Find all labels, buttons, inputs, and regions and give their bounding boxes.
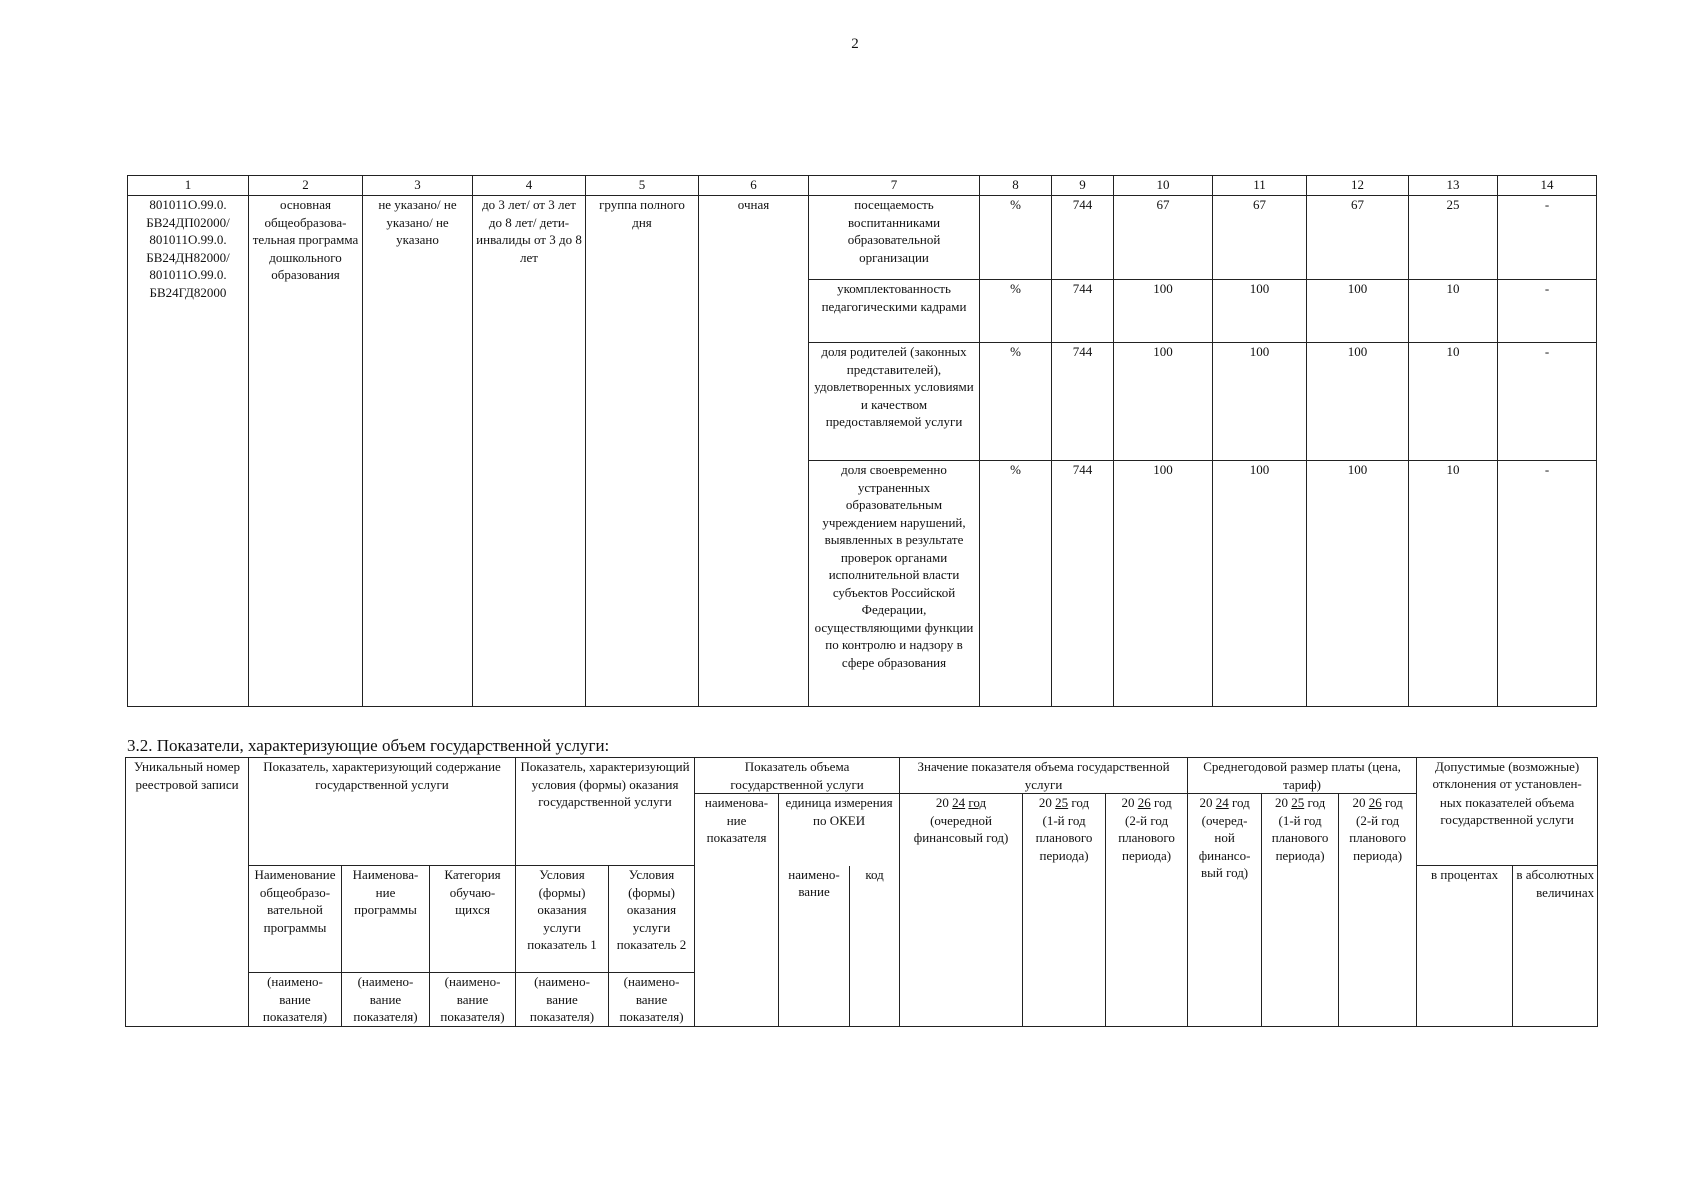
header-deviation-bottom: ных показателей объема государственной услуги	[1417, 794, 1598, 866]
page-number: 2	[851, 36, 859, 52]
header-okei-unit: единица измерения по ОКЕИ	[779, 794, 900, 866]
deviation-percent: 10	[1409, 280, 1498, 343]
col-number: 5	[586, 176, 699, 196]
header-fee: Среднегодовой размер платы (цена, тариф)	[1188, 758, 1417, 794]
sub-unit-name: наимено- вание	[779, 866, 850, 1027]
col-number: 10	[1114, 176, 1213, 196]
value-2025: 100	[1213, 280, 1307, 343]
col-number: 12	[1307, 176, 1409, 196]
value-year-1: 20 24 год (очередной финансовый год)	[900, 794, 1023, 1027]
col-number: 1	[128, 176, 249, 196]
sub-code: код	[850, 866, 900, 1027]
year-underlined: 24	[952, 795, 966, 810]
quality-indicators-table	[127, 175, 1597, 707]
deviation-percent-header: в процентах	[1417, 866, 1513, 1027]
header-registry: Уникальный номер реестровой записи	[126, 758, 249, 1027]
col-number: 14	[1498, 176, 1597, 196]
indicator-name-placeholder: (наимено- вание показателя)	[249, 973, 342, 1027]
indicator-name: укомплектованность педагогическими кадрами	[809, 280, 980, 343]
header-value: Значение показателя объема государственной услуги	[900, 758, 1188, 794]
col-number: 7	[809, 176, 980, 196]
value-2024: 100	[1114, 280, 1213, 343]
indicator-name-placeholder: (наимено- вание показателя)	[609, 973, 695, 1027]
value-2026: 67	[1307, 196, 1409, 280]
indicator-name-placeholder: (наимено- вание показателя)	[342, 973, 430, 1027]
col-number: 8	[980, 176, 1052, 196]
col-number: 11	[1213, 176, 1307, 196]
column-number-row	[128, 176, 1597, 196]
value-2025: 100	[1213, 461, 1307, 707]
deviation-percent: 10	[1409, 343, 1498, 461]
unit: %	[980, 343, 1052, 461]
value-2025: 100	[1213, 343, 1307, 461]
deviation-absolute: -	[1498, 343, 1597, 461]
sub-condition-2: Условия (формы) оказания услуги показатель 2	[609, 866, 695, 973]
program-name: основная общеобразова- тельная программа дошкольного образования	[249, 196, 363, 707]
okei-code: 744	[1052, 343, 1114, 461]
header-deviation-top: Допустимые (возможные) отклонения от установлен-	[1417, 758, 1598, 794]
deviation-percent: 25	[1409, 196, 1498, 280]
indicator-name-placeholder: (наимено- вание показателя)	[430, 973, 516, 1027]
col-number: 4	[473, 176, 586, 196]
value-2026: 100	[1307, 461, 1409, 707]
value-2024: 67	[1114, 196, 1213, 280]
header-indicator-name: наименова- ние показателя	[695, 794, 779, 1027]
deviation-absolute: -	[1498, 196, 1597, 280]
header-conditions: Показатель, характеризующий условия (формы) оказания государственной услуги	[516, 758, 695, 866]
deviation-absolute-header: в абсолютных величинах	[1513, 866, 1598, 1027]
not-specified: не указано/ не указано/ не указано	[363, 196, 473, 707]
okei-code: 744	[1052, 461, 1114, 707]
group-type: группа полного дня	[586, 196, 699, 707]
value-2026: 100	[1307, 280, 1409, 343]
section-title: 3.2. Показатели, характеризующие объем государственной услуги:	[127, 736, 610, 755]
col-number: 2	[249, 176, 363, 196]
indicator-name: посещаемость воспитанниками образовательной организации	[809, 196, 980, 280]
volume-indicators-table	[125, 757, 1598, 1027]
okei-code: 744	[1052, 280, 1114, 343]
deviation-percent: 10	[1409, 461, 1498, 707]
value-2024: 100	[1114, 461, 1213, 707]
education-form: очная	[699, 196, 809, 707]
indicator-name: доля родителей (законных представителей), удовлетворенных условиями и качеством предоставляемой услуги	[809, 343, 980, 461]
unit: %	[980, 280, 1052, 343]
col-number: 13	[1409, 176, 1498, 196]
value-2026: 100	[1307, 343, 1409, 461]
col-number: 3	[363, 176, 473, 196]
sub-category: Категория обучаю- щихся	[430, 866, 516, 973]
fee-year-3: 20 26 год (2-й год планового периода)	[1339, 794, 1417, 1027]
sub-condition-1: Условия (формы) оказания услуги показатель 1	[516, 866, 609, 973]
sub-program-name: Наименова- ние программы	[342, 866, 430, 973]
indicator-name: доля своевременно устраненных образовательным учреждением нарушений, выявленных в результате проверок органами исполнительной власти субъектов Российской Федерации, осуществляющими функции по контролю и надзору в сфере образования	[809, 461, 980, 707]
col-number: 6	[699, 176, 809, 196]
indicator-name-placeholder: (наимено- вание показателя)	[516, 973, 609, 1027]
header-volume: Показатель объема государственной услуги	[695, 758, 900, 794]
age-category: до 3 лет/ от 3 лет до 8 лет/ дети-инвалиды от 3 до 8 лет	[473, 196, 586, 707]
sub-program: Наименование общеобразо- вательной программы	[249, 866, 342, 973]
fee-year-2: 20 25 год (1-й год планового периода)	[1262, 794, 1339, 1027]
value-year-3: 20 26 год (2-й год планового периода)	[1106, 794, 1188, 1027]
registry-number: 801011О.99.0. БВ24ДП02000/ 801011О.99.0. БВ24ДН82000/ 801011О.99.0. БВ24ГД82000	[128, 196, 249, 707]
table-row	[128, 196, 1597, 280]
deviation-absolute: -	[1498, 280, 1597, 343]
unit: %	[980, 196, 1052, 280]
col-number: 9	[1052, 176, 1114, 196]
deviation-absolute: -	[1498, 461, 1597, 707]
header-content: Показатель, характеризующий содержание государственной услуги	[249, 758, 516, 866]
value-2024: 100	[1114, 343, 1213, 461]
value-year-2: 20 25 год (1-й год планового периода)	[1023, 794, 1106, 1027]
fee-year-1: 20 24 год (очеред- ной финансо- вый год)	[1188, 794, 1262, 1027]
value-2025: 67	[1213, 196, 1307, 280]
okei-code: 744	[1052, 196, 1114, 280]
unit: %	[980, 461, 1052, 707]
